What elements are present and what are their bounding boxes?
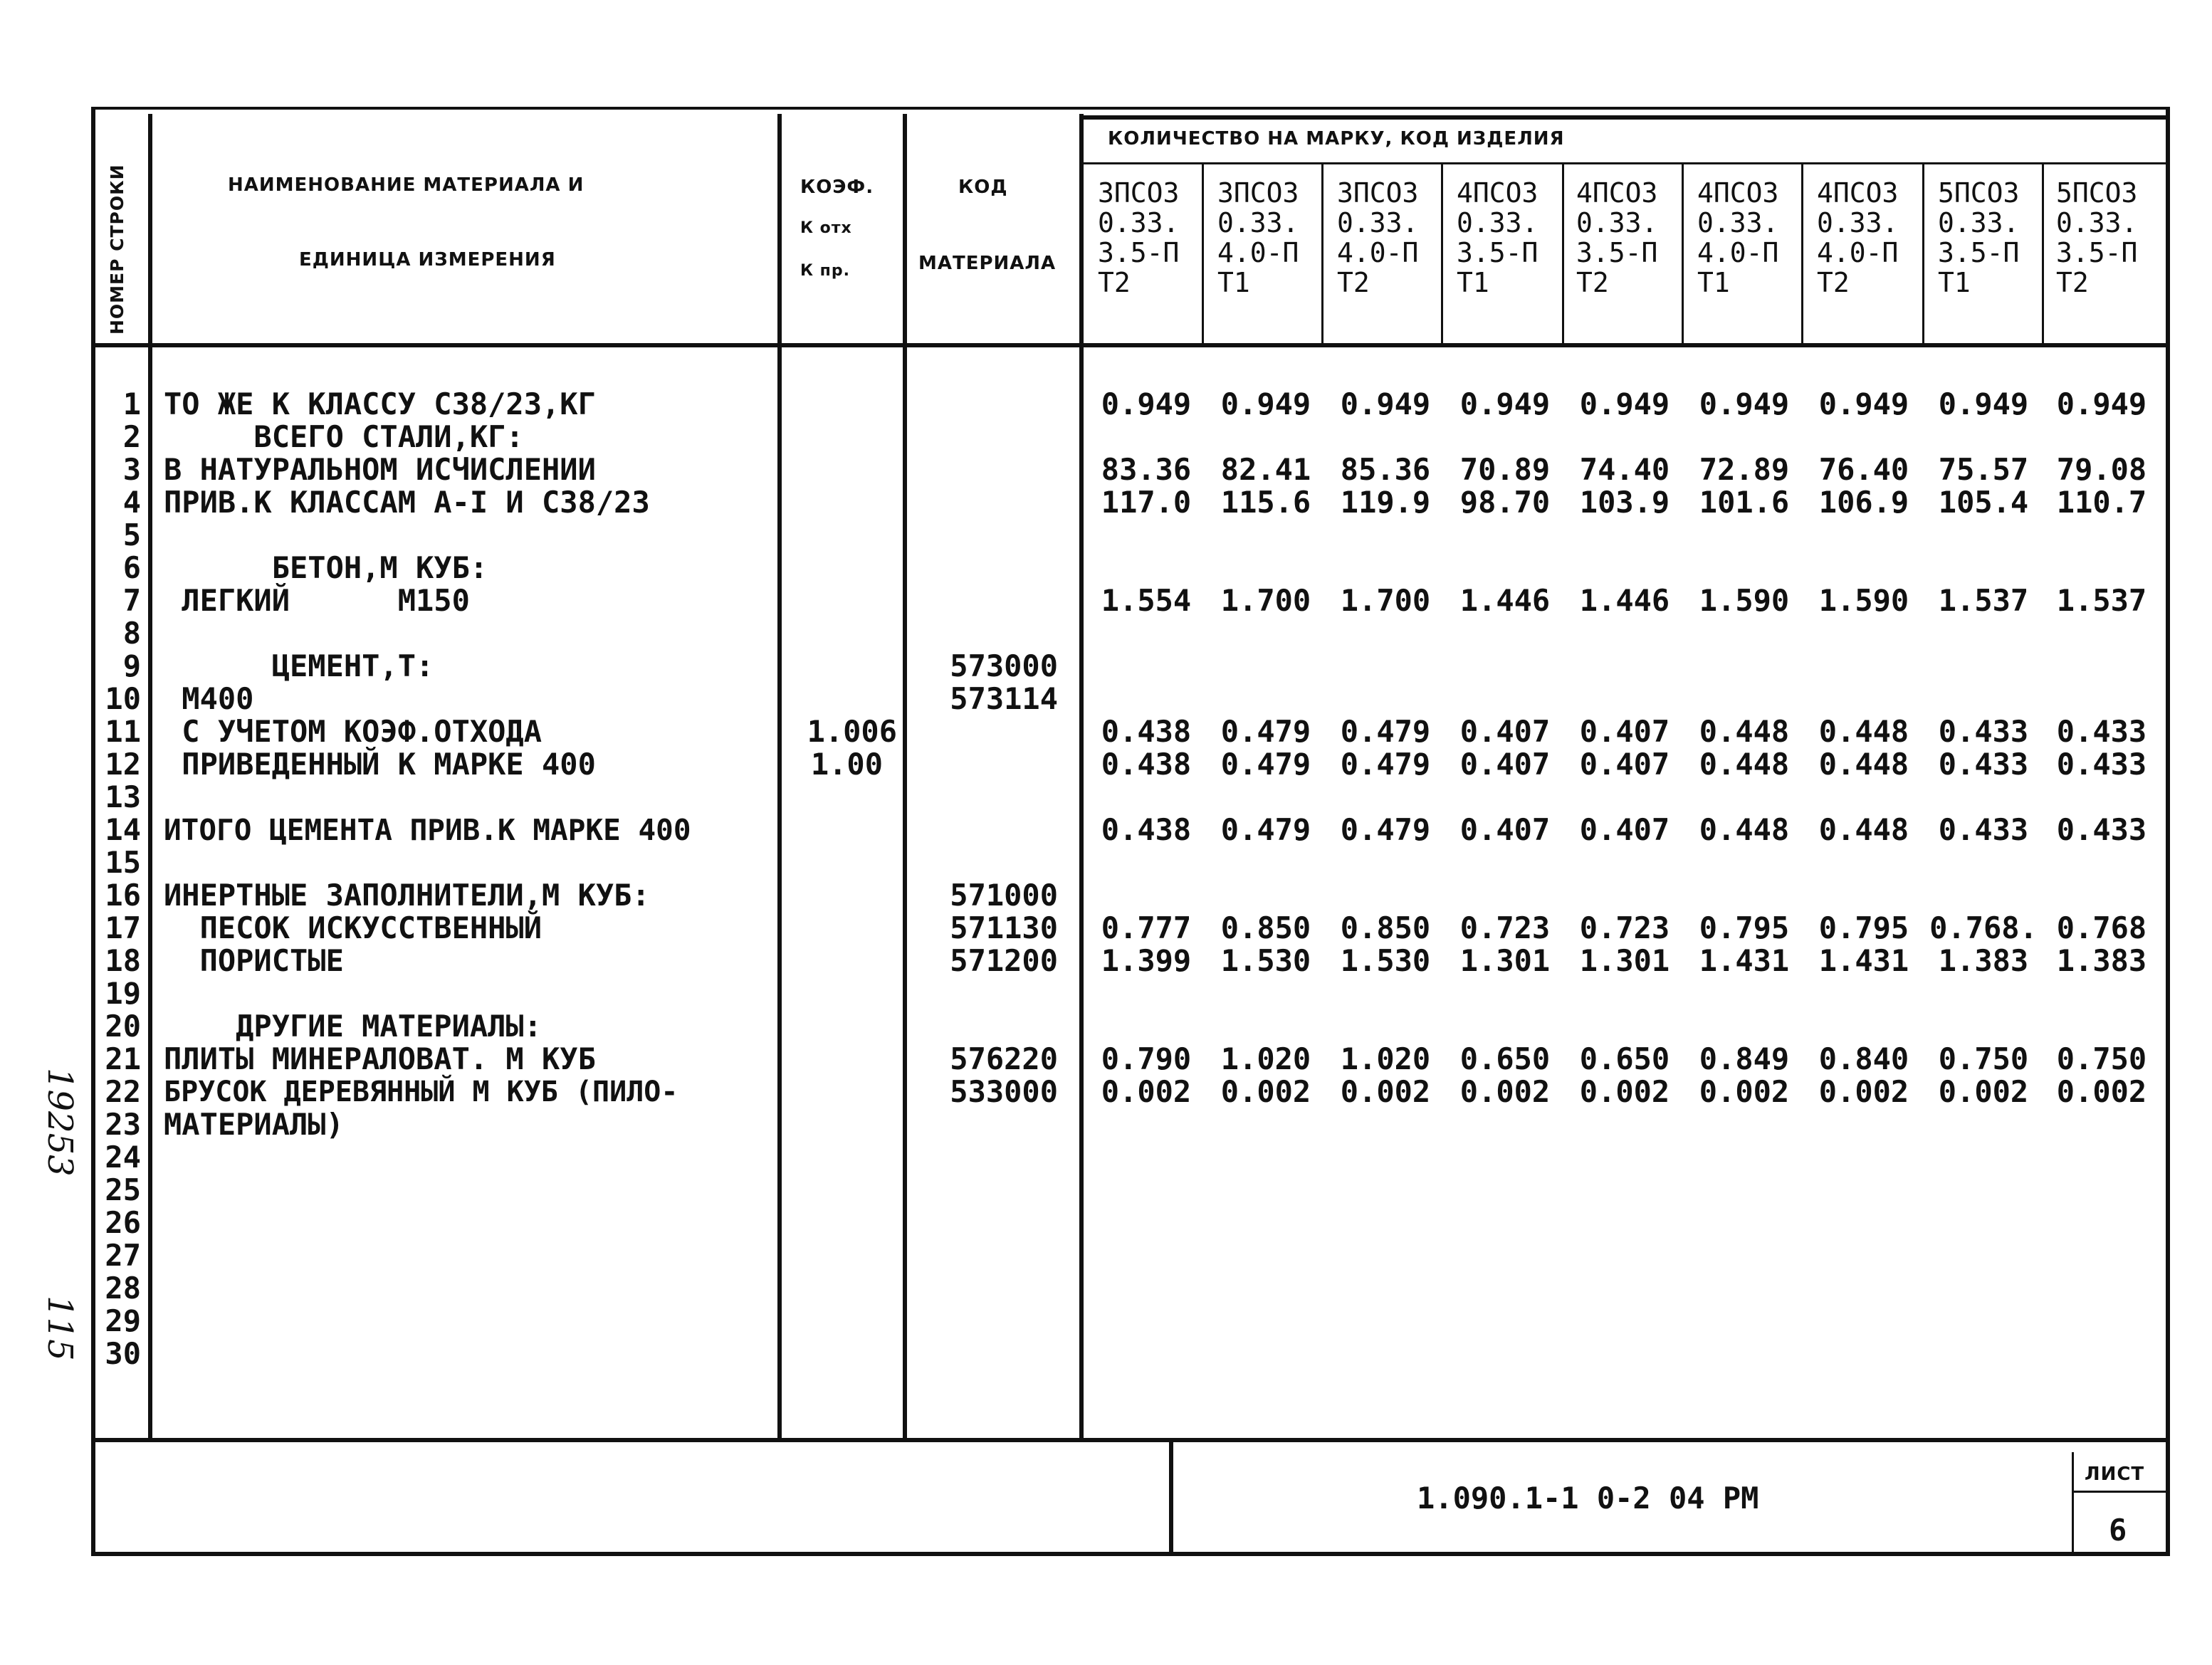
value-cell: 0.448 xyxy=(1699,714,1790,749)
value-cell: 0.433 xyxy=(1938,747,2029,782)
header-bottom-border xyxy=(91,343,2170,347)
value-cell: 0.002 xyxy=(1459,1074,1551,1109)
row-number: 1 xyxy=(122,387,141,421)
row-number: 23 xyxy=(105,1107,141,1142)
row-number: 30 xyxy=(105,1336,141,1371)
value-cell: 0.433 xyxy=(2056,714,2147,749)
row-number: 9 xyxy=(122,648,141,683)
value-cell: 0.723 xyxy=(1459,910,1551,945)
rownum-col-divider xyxy=(148,114,152,1441)
row-number: 25 xyxy=(105,1172,141,1207)
row-number: 21 xyxy=(105,1041,141,1076)
value-cell: 0.002 xyxy=(1938,1074,2029,1109)
value-cell: 1.020 xyxy=(1220,1041,1311,1076)
row-number: 28 xyxy=(105,1271,141,1306)
row-label: ПРИВЕДЕННЫЙ К МАРКЕ 400 xyxy=(164,747,596,782)
row-number: 10 xyxy=(105,681,141,716)
footer-divider xyxy=(1169,1441,1173,1555)
value-cell: 0.407 xyxy=(1459,714,1551,749)
mark-header: 4ПСО3 0.33. 3.5-П Т1 xyxy=(1457,177,1539,298)
value-cell: 0.949 xyxy=(1220,387,1311,421)
qty-title-divider xyxy=(1082,162,2170,164)
value-cell: 1.537 xyxy=(2056,583,2147,618)
row-number: 3 xyxy=(122,452,141,487)
row-number: 19 xyxy=(105,976,141,1011)
value-cell: 0.407 xyxy=(1579,747,1670,782)
value-cell: 119.9 xyxy=(1340,485,1431,520)
mark-header: 3ПСО3 0.33. 4.0-П Т2 xyxy=(1337,177,1419,298)
value-cell: 0.407 xyxy=(1459,747,1551,782)
margin-note-2: 115 xyxy=(40,1296,80,1361)
coef-header-line2: К отх xyxy=(800,219,852,237)
value-cell: 0.849 xyxy=(1699,1041,1790,1076)
row-number: 4 xyxy=(122,485,141,520)
row-number: 11 xyxy=(105,714,141,749)
row-label: ИТОГО ЦЕМЕНТА ПРИВ.К МАРКЕ 400 xyxy=(164,813,691,847)
value-cell: 115.6 xyxy=(1220,485,1311,520)
row-label: С УЧЕТОМ КОЭФ.ОТХОДА xyxy=(164,714,542,749)
value-cell: 0.438 xyxy=(1101,714,1192,749)
value-cell: 1.554 xyxy=(1101,583,1192,618)
row-number: 8 xyxy=(122,616,141,651)
value-cell: 1.537 xyxy=(1938,583,2029,618)
right-border xyxy=(2166,107,2170,1556)
value-cell: 0.949 xyxy=(1938,387,2029,421)
value-cell: 0.650 xyxy=(1459,1041,1551,1076)
value-cell: 76.40 xyxy=(1818,452,1909,487)
value-cell: 74.40 xyxy=(1579,452,1670,487)
value-cell: 1.700 xyxy=(1220,583,1311,618)
row-number: 15 xyxy=(105,845,141,880)
value-cell: 0.750 xyxy=(2056,1041,2147,1076)
value-cell: 0.438 xyxy=(1101,747,1192,782)
value-cell: 0.407 xyxy=(1579,714,1670,749)
row-number: 13 xyxy=(105,779,141,814)
coef-header-line3: К пр. xyxy=(800,262,850,280)
value-cell: 0.479 xyxy=(1340,714,1431,749)
value-cell: 0.433 xyxy=(2056,812,2147,847)
value-cell: 105.4 xyxy=(1938,485,2029,520)
value-cell: 0.438 xyxy=(1101,812,1192,847)
row-label: ПЛИТЫ МИНЕРАЛОВАТ. М КУБ xyxy=(164,1041,596,1076)
sheet-box-divider xyxy=(2072,1452,2074,1552)
mark-header: 4ПСО3 0.33. 4.0-П Т1 xyxy=(1697,177,1779,298)
material-code: 573000 xyxy=(950,648,1058,683)
value-cell: 0.479 xyxy=(1340,747,1431,782)
value-cell: 0.448 xyxy=(1699,747,1790,782)
value-cell: 0.777 xyxy=(1101,910,1192,945)
table-top-border xyxy=(91,107,2170,110)
row-label: ПЕСОК ИСКУССТВЕННЫЙ xyxy=(164,910,542,945)
material-code: 533000 xyxy=(950,1074,1058,1109)
row-label: ИНЕРТНЫЕ ЗАПОЛНИТЕЛИ,М КУБ: xyxy=(164,878,650,913)
value-cell: 1.700 xyxy=(1340,583,1431,618)
material-code: 576220 xyxy=(950,1041,1058,1076)
row-number: 16 xyxy=(105,878,141,913)
row-number-header: НОМЕР СТРОКИ xyxy=(107,164,127,335)
mark-header: 5ПСО3 0.33. 3.5-П Т2 xyxy=(2056,177,2138,298)
value-cell: 1.530 xyxy=(1220,943,1311,978)
row-number: 22 xyxy=(105,1074,141,1109)
coef-value: 1.006 xyxy=(807,714,897,749)
sheet-box-line xyxy=(2072,1491,2167,1493)
value-cell: 1.399 xyxy=(1101,943,1192,978)
value-cell: 70.89 xyxy=(1459,452,1551,487)
value-cell: 98.70 xyxy=(1459,485,1551,520)
value-cell: 0.433 xyxy=(1938,714,2029,749)
mark-header: 3ПСО3 0.33. 3.5-П Т2 xyxy=(1098,177,1180,298)
value-cell: 110.7 xyxy=(2056,485,2147,520)
value-cell: 1.590 xyxy=(1818,583,1909,618)
value-cell: 0.949 xyxy=(1101,387,1192,421)
value-cell: 101.6 xyxy=(1699,485,1790,520)
value-cell: 1.383 xyxy=(1938,943,2029,978)
coef-value: 1.00 xyxy=(810,747,883,782)
value-cell: 0.002 xyxy=(2056,1074,2147,1109)
row-number: 5 xyxy=(122,518,141,552)
qty-header-top-border xyxy=(1082,115,2170,120)
value-cell: 0.750 xyxy=(1938,1041,2029,1076)
material-code: 571130 xyxy=(950,910,1058,945)
value-cell: 0.002 xyxy=(1818,1074,1909,1109)
value-cell: 0.949 xyxy=(1340,387,1431,421)
row-number: 2 xyxy=(122,419,141,454)
row-label: БРУСОК ДЕРЕВЯННЫЙ М КУБ (ПИЛО- xyxy=(164,1076,678,1108)
margin-note-1: 19253 xyxy=(40,1068,80,1177)
value-cell: 0.790 xyxy=(1101,1041,1192,1076)
row-number: 18 xyxy=(105,943,141,978)
sheet-number: 6 xyxy=(2109,1513,2127,1548)
row-label: МАТЕРИАЛЫ) xyxy=(164,1107,344,1142)
row-number: 27 xyxy=(105,1238,141,1273)
value-cell: 0.479 xyxy=(1340,812,1431,847)
value-cell: 0.002 xyxy=(1699,1074,1790,1109)
code-header-line2: МАТЕРИАЛА xyxy=(918,253,1057,274)
footer-bottom-border xyxy=(91,1552,2170,1556)
code-col-divider xyxy=(1079,114,1084,1441)
value-cell: 0.407 xyxy=(1459,812,1551,847)
value-cell: 106.9 xyxy=(1818,485,1909,520)
row-label: ВСЕГО СТАЛИ,КГ: xyxy=(164,419,524,454)
value-cell: 0.002 xyxy=(1579,1074,1670,1109)
qty-header-title: КОЛИЧЕСТВО НА МАРКУ, КОД ИЗДЕЛИЯ xyxy=(1108,128,1565,149)
value-cell: 1.530 xyxy=(1340,943,1431,978)
value-cell: 0.448 xyxy=(1699,812,1790,847)
value-cell: 0.448 xyxy=(1818,747,1909,782)
value-cell: 0.795 xyxy=(1699,910,1790,945)
value-cell: 0.949 xyxy=(2056,387,2147,421)
mark-header: 4ПСО3 0.33. 3.5-П Т2 xyxy=(1576,177,1658,298)
row-label: В НАТУРАЛЬНОМ ИСЧИСЛЕНИИ xyxy=(164,452,596,487)
row-label: ЦЕМЕНТ,Т: xyxy=(164,648,434,683)
row-label: ПРИВ.К КЛАССАМ А-I И С38/23 xyxy=(164,485,650,520)
value-cell: 0.768. xyxy=(1929,910,2038,945)
mark-header: 3ПСО3 0.33. 4.0-П Т1 xyxy=(1217,177,1299,298)
value-cell: 1.020 xyxy=(1340,1041,1431,1076)
value-cell: 1.431 xyxy=(1818,943,1909,978)
row-number: 6 xyxy=(122,550,141,585)
value-cell: 0.850 xyxy=(1220,910,1311,945)
value-cell: 0.433 xyxy=(2056,747,2147,782)
value-cell: 0.840 xyxy=(1818,1041,1909,1076)
value-cell: 1.431 xyxy=(1699,943,1790,978)
coef-header-line1: КОЭФ. xyxy=(800,177,874,198)
value-cell: 85.36 xyxy=(1340,452,1431,487)
value-cell: 83.36 xyxy=(1101,452,1192,487)
row-label: М400 xyxy=(164,681,254,716)
row-number: 29 xyxy=(105,1303,141,1338)
coef-col-divider xyxy=(903,114,907,1441)
value-cell: 0.949 xyxy=(1699,387,1790,421)
value-cell: 0.850 xyxy=(1340,910,1431,945)
value-cell: 1.446 xyxy=(1579,583,1670,618)
value-cell: 0.949 xyxy=(1818,387,1909,421)
value-cell: 1.446 xyxy=(1459,583,1551,618)
value-cell: 79.08 xyxy=(2056,452,2147,487)
row-number: 24 xyxy=(105,1140,141,1175)
value-cell: 0.949 xyxy=(1579,387,1670,421)
row-number: 26 xyxy=(105,1205,141,1240)
code-header-line1: КОД xyxy=(958,177,1008,198)
row-number: 14 xyxy=(105,812,141,847)
value-cell: 0.002 xyxy=(1101,1074,1192,1109)
row-label: ЛЕГКИЙ М150 xyxy=(164,583,470,618)
row-label: ДРУГИЕ МАТЕРИАЛЫ: xyxy=(164,1009,542,1044)
value-cell: 0.949 xyxy=(1459,387,1551,421)
value-cell: 1.383 xyxy=(2056,943,2147,978)
value-cell: 1.301 xyxy=(1459,943,1551,978)
value-cell: 0.407 xyxy=(1579,812,1670,847)
value-cell: 0.479 xyxy=(1220,812,1311,847)
value-cell: 0.448 xyxy=(1818,812,1909,847)
row-number: 12 xyxy=(105,747,141,782)
value-cell: 0.650 xyxy=(1579,1041,1670,1076)
row-label: БЕТОН,М КУБ: xyxy=(164,550,488,585)
value-cell: 0.723 xyxy=(1579,910,1670,945)
document-code: 1.090.1-1 0-2 04 РМ xyxy=(1417,1481,1759,1516)
value-cell: 0.768 xyxy=(2056,910,2147,945)
row-number: 17 xyxy=(105,910,141,945)
value-cell: 1.301 xyxy=(1579,943,1670,978)
material-code: 571200 xyxy=(950,943,1058,978)
value-cell: 0.002 xyxy=(1340,1074,1431,1109)
name-header-line2: ЕДИНИЦА ИЗМЕРЕНИЯ xyxy=(299,249,556,271)
row-number: 7 xyxy=(122,583,141,618)
row-label: ТО ЖЕ К КЛАССУ С38/23,КГ xyxy=(164,387,596,421)
sheet-label: ЛИСТ xyxy=(2085,1464,2145,1485)
mark-header: 4ПСО3 0.33. 4.0-П Т2 xyxy=(1817,177,1899,298)
value-cell: 0.795 xyxy=(1818,910,1909,945)
value-cell: 82.41 xyxy=(1220,452,1311,487)
name-header-line1: НАИМЕНОВАНИЕ МАТЕРИАЛА И xyxy=(228,174,585,196)
row-label: ПОРИСТЫЕ xyxy=(164,943,344,978)
value-cell: 0.479 xyxy=(1220,747,1311,782)
material-code: 573114 xyxy=(950,681,1058,716)
mark-header: 5ПСО3 0.33. 3.5-П Т1 xyxy=(1938,177,2020,298)
value-cell: 0.479 xyxy=(1220,714,1311,749)
value-cell: 0.448 xyxy=(1818,714,1909,749)
value-cell: 117.0 xyxy=(1101,485,1192,520)
row-number: 20 xyxy=(105,1009,141,1044)
body-bottom-border xyxy=(91,1438,2170,1442)
value-cell: 0.433 xyxy=(1938,812,2029,847)
value-cell: 75.57 xyxy=(1938,452,2029,487)
value-cell: 103.9 xyxy=(1579,485,1670,520)
material-code: 571000 xyxy=(950,878,1058,913)
value-cell: 72.89 xyxy=(1699,452,1790,487)
value-cell: 1.590 xyxy=(1699,583,1790,618)
value-cell: 0.002 xyxy=(1220,1074,1311,1109)
